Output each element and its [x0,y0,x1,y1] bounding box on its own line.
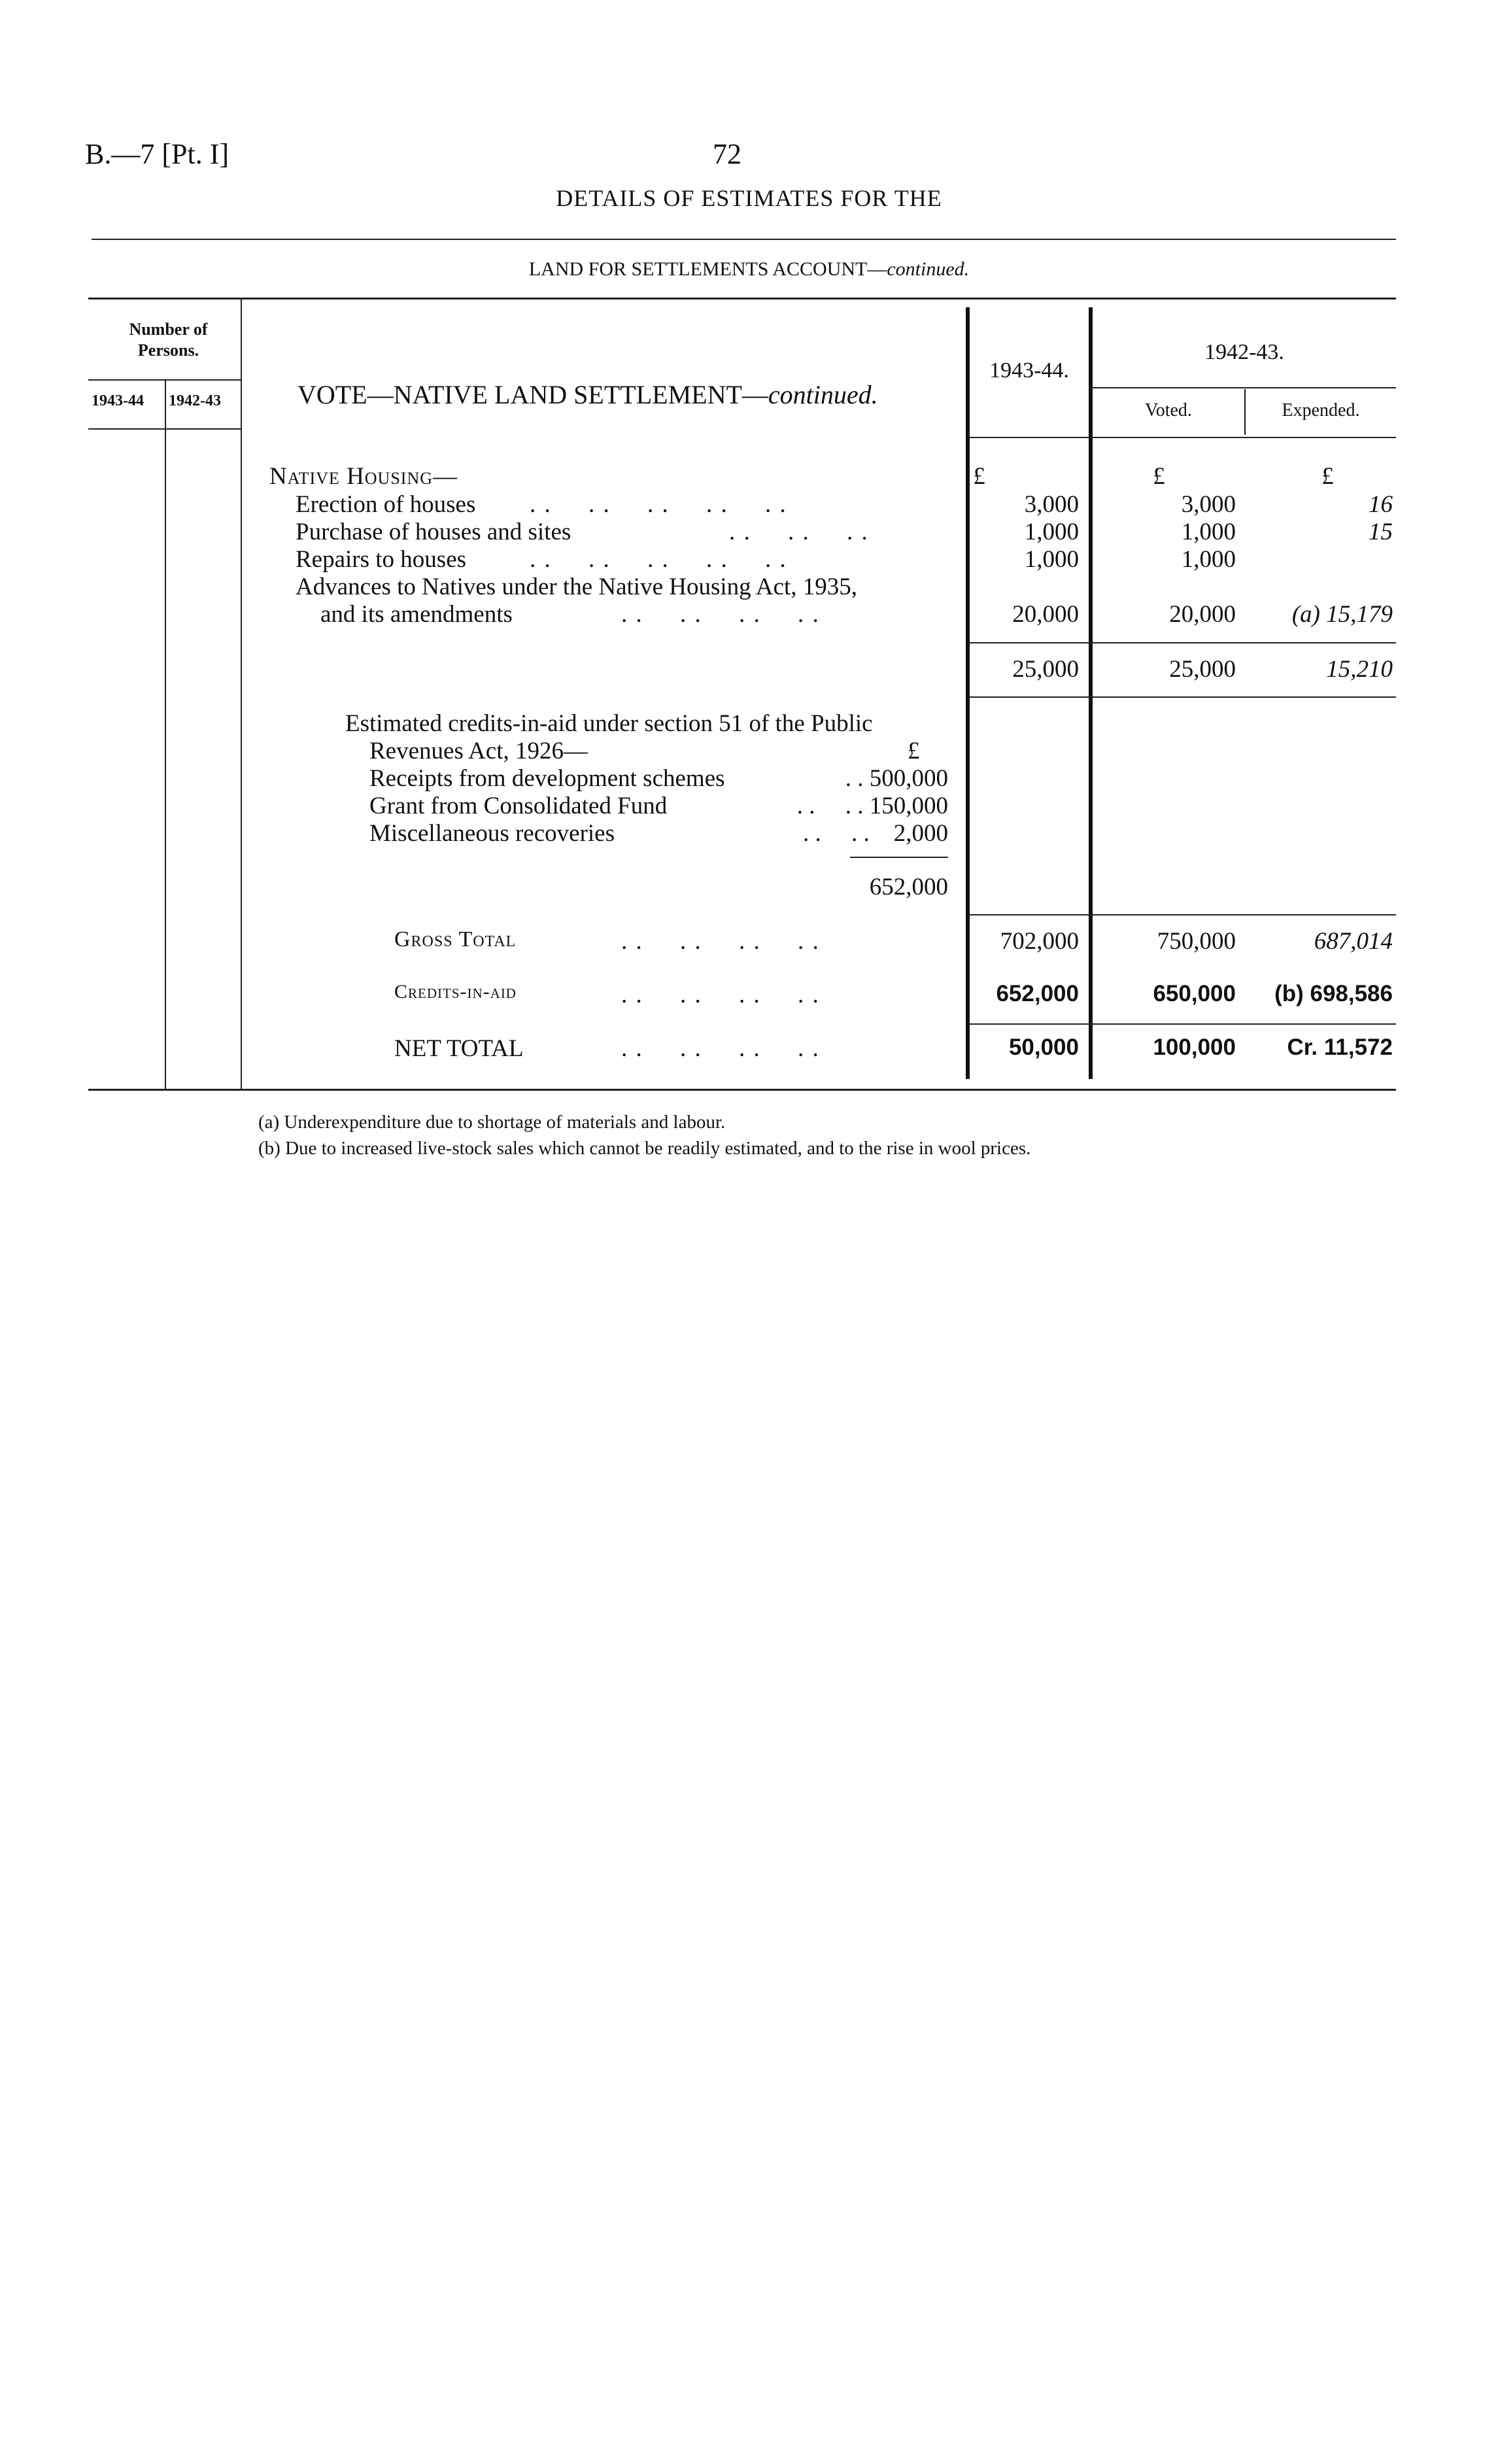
value-1943: 20,000 [1012,601,1079,628]
table-bottom-rule [88,1089,1396,1091]
col-divider-voted [1089,307,1093,1079]
subtotal-bottom-rule [970,696,1396,698]
table-top-rule [88,298,1396,299]
currency-1943: £ [973,463,985,490]
credits-in-aid-voted: 650,000 [1153,981,1236,1006]
net-total-label: NET TOTAL [394,1035,524,1062]
credits-total-rule [850,857,948,858]
gross-total-label: Gross Total [394,927,517,951]
leader-dots: . . . . . . . . [621,601,820,628]
credits-intro: Estimated credits-in-aid under section 51 of the Public [345,710,873,737]
subtotal-1943: 25,000 [1012,656,1079,683]
line-item-label: Advances to Natives under the Native Housing Act, 1935, [296,573,858,600]
value-voted: 1,000 [1181,519,1236,545]
gross-total-expended: 687,014 [1314,928,1393,955]
credits-in-aid-label: Credits-in-aid [394,981,517,1002]
col-head-1943: 1943-44. [989,358,1069,383]
value-voted: 20,000 [1169,601,1236,628]
subtotal-voted: 25,000 [1169,656,1236,683]
gross-total-voted: 750,000 [1157,928,1236,955]
net-total-voted: 100,000 [1153,1035,1236,1060]
credits-intro-act: Revenues Act, 1926— [369,738,588,764]
credits-in-aid-expended: (b) 698,586 [1274,981,1393,1006]
value-1943: 1,000 [1024,546,1079,573]
col-head-expended: Expended. [1282,400,1360,420]
net-total-rule [970,1023,1396,1025]
document-reference: B.—7 [Pt. I] [85,138,229,170]
value-expended: 16 [1369,491,1393,518]
line-item-label: Purchase of houses and sites [296,519,571,545]
leader-dots: . . . . . . . . . . [530,491,787,518]
persons-year-1942: 1942-43 [169,392,221,409]
value-1943: 3,000 [1024,491,1079,518]
subtotal-rule [970,642,1396,643]
line-item-label: and its amendments [320,601,513,628]
header-rule [92,239,1396,240]
account-title: LAND FOR SETTLEMENTS ACCOUNT—continued. [528,258,970,280]
page-title: DETAILS OF ESTIMATES FOR THE [556,185,942,211]
leader-dots: . . . . . . . . [621,928,820,955]
credit-item-amount: . . 500,000 [845,765,948,792]
net-total-1943: 50,000 [1008,1035,1079,1060]
footnote-a: (a) Underexpenditure due to shortage of materials and labour. [258,1112,726,1133]
line-item-label: Repairs to houses [296,546,467,573]
number-of-persons-header: Number of Persons. [129,320,208,360]
credit-item-label: Grant from Consolidated Fund [369,793,668,819]
leader-dots: . . . . . . . . [621,982,820,1008]
persons-year-1943: 1943-44 [92,392,144,409]
persons-right-border [241,299,242,1089]
credit-item-amount: . . . . 2,000 [803,820,948,847]
col-divider-1943 [966,307,970,1079]
currency-voted: £ [1153,463,1165,490]
col-head-voted: Voted. [1145,400,1192,420]
col-head-bottom-rule [970,437,1396,438]
credit-item-amount: . . . . 150,000 [796,793,948,819]
footnote-b: (b) Due to increased live-stock sales which cannot be readily estimated, and to the rise in wool prices. [258,1138,1031,1159]
subtotal-expended: 15,210 [1326,656,1393,683]
value-expended: 15 [1369,519,1393,545]
value-voted: 3,000 [1181,491,1236,518]
page-number: 72 [713,138,741,170]
vote-title: VOTE—NATIVE LAND SETTLEMENT—continued. [298,380,878,409]
value-voted: 1,000 [1181,546,1236,573]
gross-total-1943: 702,000 [1000,928,1079,955]
currency-expended: £ [1321,463,1334,490]
col-head-1942: 1942-43. [1204,340,1284,364]
credits-total: 652,000 [869,874,948,900]
line-item-label: Erection of houses [296,491,476,518]
value-1943: 1,000 [1024,519,1079,545]
persons-divider [165,379,166,1089]
credits-in-aid-1943: 652,000 [996,981,1079,1006]
section-heading: Native Housing— [269,463,458,490]
net-total-expended: Cr. 11,572 [1287,1035,1393,1060]
col-head-rule [1093,387,1396,388]
credits-currency: £ [908,738,920,764]
totals-top-rule [970,914,1396,915]
credit-item-label: Miscellaneous recoveries [369,820,615,847]
leader-dots: . . . . . . [729,519,869,545]
value-expended: (a) 15,179 [1291,601,1393,628]
leader-dots: . . . . . . . . [621,1035,820,1062]
credit-item-label: Receipts from development schemes [369,765,725,792]
leader-dots: . . . . . . . . . . [530,546,787,573]
